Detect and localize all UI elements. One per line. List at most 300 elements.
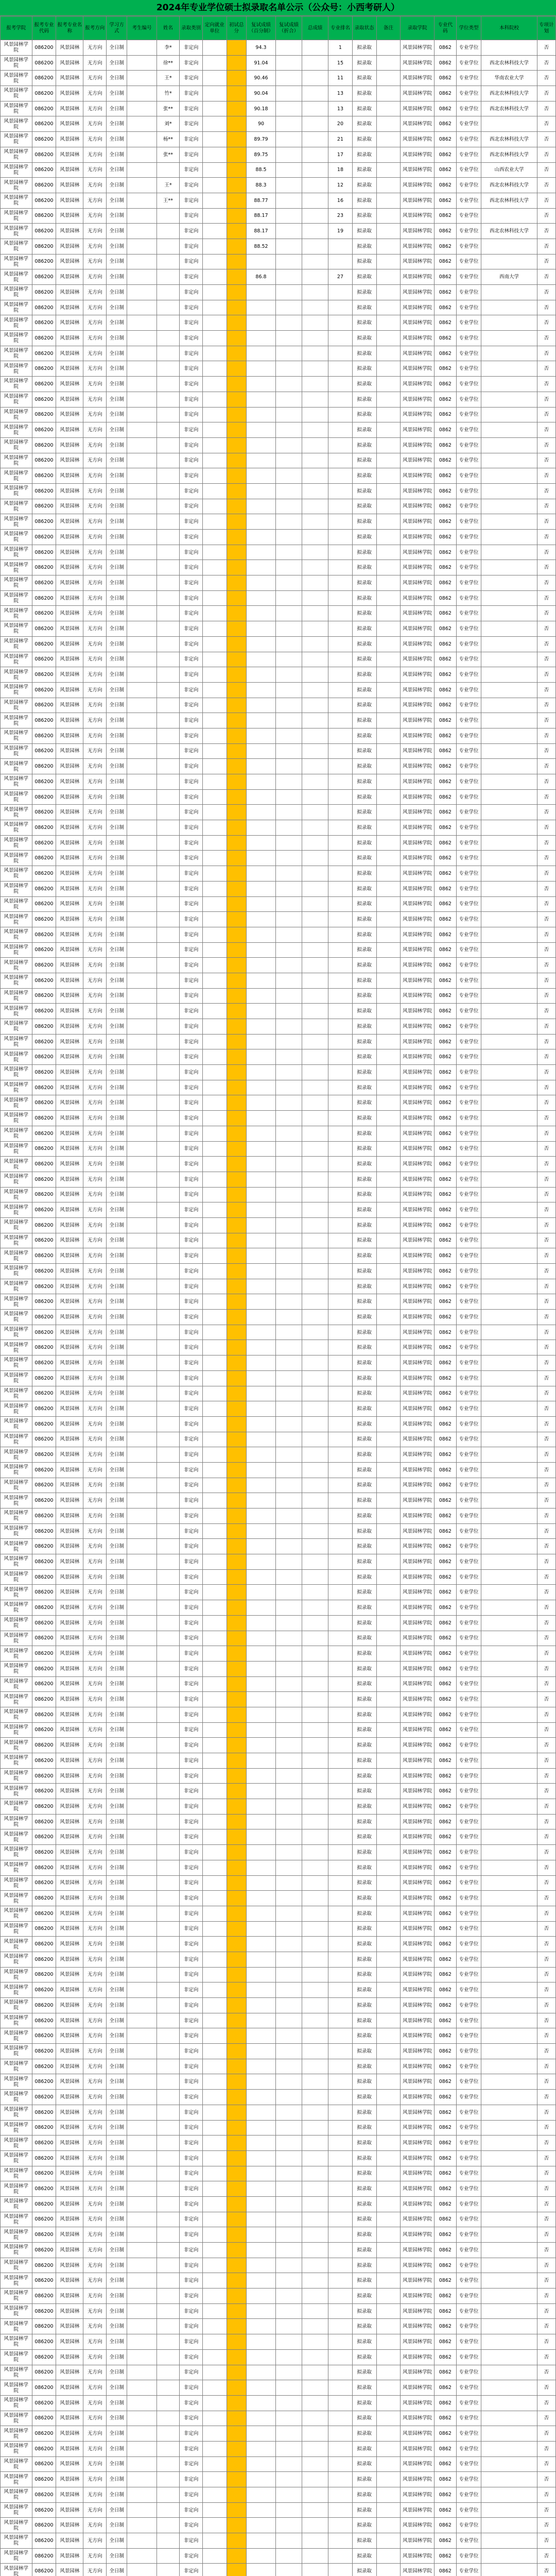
table-cell: 风景园林学院 [1,2518,32,2533]
table-row [1,2349,556,2365]
table-cell: 拟录取 [352,1891,376,1906]
table-cell: 风景园林学院 [1,514,32,530]
table-cell: 0862 [435,1325,456,1340]
table-cell: 非定向 [180,346,203,361]
table-cell [481,2395,537,2411]
table-cell [202,1217,227,1233]
table-cell: 风景园林学院 [1,1217,32,1233]
table-cell [246,835,275,851]
table-cell: 风景园林学院 [1,1065,32,1080]
table-cell [227,224,246,239]
table-cell [127,1952,157,1967]
table-cell: 无方向 [83,55,107,71]
table-cell [157,1126,180,1141]
table-row [1,1157,556,1172]
table-cell: 否 [537,2487,555,2503]
table-cell [246,2502,275,2518]
table-cell: 0862 [435,2166,456,2181]
table-cell [302,1202,328,1218]
table-cell [328,1554,353,1570]
table-cell [328,590,353,606]
table-cell: 全日制 [107,377,127,392]
table-cell [246,774,275,790]
table-cell: 拟录取 [352,927,376,942]
table-cell [157,1386,180,1401]
table-cell: 0862 [435,1141,456,1157]
table-cell: 全日制 [107,896,127,912]
table-cell [127,1111,157,1126]
table-cell [227,1034,246,1049]
table-cell: 风景园林学院 [401,866,435,882]
table-cell [481,1493,537,1509]
table-cell [276,789,302,805]
table-cell: 风景园林 [56,514,83,530]
table-cell [127,178,157,193]
table-cell [157,2212,180,2227]
table-cell: 0862 [435,315,456,331]
table-cell: 086200 [32,2181,56,2197]
table-cell: 拟录取 [352,1600,376,1616]
table-cell: 风景园林学院 [401,2502,435,2518]
table-cell: 否 [537,789,555,805]
table-cell: 拟录取 [352,2518,376,2533]
table-cell [328,881,353,896]
table-cell: 无方向 [83,1111,107,1126]
table-cell: 0862 [435,55,456,71]
table-cell [246,1615,275,1631]
table-cell: 无方向 [83,101,107,116]
table-cell: 全日制 [107,1722,127,1738]
table-cell [227,147,246,162]
table-cell: 非定向 [180,1921,203,1937]
table-cell: 专业学位 [456,1829,481,1845]
table-cell: 非定向 [180,1967,203,1982]
table-cell [246,805,275,820]
table-cell [202,71,227,86]
table-cell: 风景园林 [56,1294,83,1310]
table-cell [376,2105,401,2120]
table-cell: 风景园林学院 [401,2533,435,2549]
table-cell: 专业学位 [456,101,481,116]
table-cell: 0862 [435,1937,456,1952]
table-cell: 拟录取 [352,1753,376,1769]
table-cell: 刘* [157,116,180,132]
table-cell: 风景园林学院 [401,636,435,652]
table-cell [328,743,353,759]
table-cell: 086200 [32,346,56,361]
table-cell [202,1814,227,1829]
table-cell [481,2319,537,2334]
table-cell [302,942,328,958]
table-cell [127,1692,157,1707]
table-cell: 风景园林学院 [401,1049,435,1065]
table-row [1,1355,556,1371]
table-cell: 全日制 [107,958,127,973]
table-cell: 风景园林学院 [1,1294,32,1310]
table-cell: 风景园林学院 [401,927,435,942]
table-cell: 拟录取 [352,208,376,224]
table-cell: 086200 [32,835,56,851]
table-cell: 风景园林学院 [401,1370,435,1386]
table-cell: 风景园林 [56,2548,83,2564]
table-cell [376,254,401,269]
table-cell [276,377,302,392]
table-cell: 无方向 [83,2395,107,2411]
table-cell [376,1493,401,1509]
table-cell [202,2411,227,2426]
table-row [1,713,556,728]
table-cell: 0862 [435,1264,456,1279]
table-cell: 0862 [435,1019,456,1035]
table-cell: 专业学位 [456,2243,481,2258]
table-cell: 拟录取 [352,2395,376,2411]
table-cell: 无方向 [83,2212,107,2227]
table-row [1,178,556,193]
table-cell [227,682,246,698]
table-cell: 风景园林学院 [401,2059,435,2074]
table-cell [127,300,157,315]
table-cell: 非定向 [180,1279,203,1294]
table-cell: 086200 [32,377,56,392]
table-cell: 专业学位 [456,927,481,942]
table-cell: 086200 [32,2196,56,2212]
table-cell [376,713,401,728]
table-cell: 0862 [435,682,456,698]
table-cell [328,254,353,269]
table-cell: 专业学位 [456,2502,481,2518]
table-cell: 0862 [435,2181,456,2197]
table-cell: 风景园林 [56,698,83,713]
table-cell [246,1233,275,1248]
table-row [1,988,556,1004]
table-cell: 086200 [32,1462,56,1478]
table-cell: 风景园林学院 [1,483,32,499]
table-cell: 否 [537,2472,555,2487]
table-cell: 无方向 [83,1799,107,1815]
table-cell [127,2273,157,2289]
table-cell: 拟录取 [352,1386,376,1401]
table-cell [202,1585,227,1600]
table-row [1,2441,556,2456]
table-cell [302,2289,328,2304]
table-cell: 全日制 [107,1034,127,1049]
table-cell: 否 [537,2548,555,2564]
table-cell [481,1401,537,1417]
table-cell: 拟录取 [352,2090,376,2105]
table-cell: 非定向 [180,2273,203,2289]
table-cell [328,1386,353,1401]
table-cell: 0862 [435,2289,456,2304]
table-row [1,2074,556,2090]
table-cell: 086200 [32,269,56,285]
table-cell: 全日制 [107,1891,127,1906]
table-cell [481,743,537,759]
table-cell [227,1523,246,1539]
table-cell: 全日制 [107,1493,127,1509]
table-cell: 风景园林学院 [1,1753,32,1769]
table-cell [227,1676,246,1692]
table-cell: 086200 [32,1860,56,1875]
table-cell [127,2548,157,2564]
table-cell [376,1585,401,1600]
table-cell: 无方向 [83,2074,107,2090]
table-cell: 0862 [435,1523,456,1539]
table-cell [302,667,328,683]
table-cell [246,499,275,514]
table-cell [376,2243,401,2258]
table-cell: 无方向 [83,407,107,422]
table-cell [276,958,302,973]
column-header: 总成绩 [302,16,328,40]
table-cell [481,2349,537,2365]
table-cell: 否 [537,1172,555,1187]
table-cell: 086200 [32,575,56,591]
table-cell [202,2502,227,2518]
table-cell [227,606,246,621]
table-cell [157,1967,180,1982]
table-cell [328,1233,353,1248]
table-cell: 专业学位 [456,1921,481,1937]
table-cell [227,178,246,193]
table-cell: 否 [537,2028,555,2044]
table-cell: 非定向 [180,1141,203,1157]
table-cell: 风景园林学院 [401,1952,435,1967]
table-cell [481,1111,537,1126]
table-cell [227,392,246,407]
table-cell: 否 [537,1294,555,1310]
table-cell: 风景园林学院 [1,1248,32,1264]
table-cell: 非定向 [180,590,203,606]
table-cell: 风景园林学院 [401,2518,435,2533]
table-cell [328,530,353,545]
table-cell [127,116,157,132]
table-cell [328,2136,353,2151]
table-cell [376,193,401,208]
table-cell [276,1172,302,1187]
table-cell: 拟录取 [352,1202,376,1218]
table-row [1,1202,556,1218]
table-cell: 风景园林 [56,1447,83,1463]
table-cell: 风景园林学院 [1,1845,32,1860]
table-cell: 风景园林 [56,422,83,438]
table-cell: 否 [537,2365,555,2380]
table-row [1,2334,556,2350]
table-cell [276,1432,302,1447]
table-cell: 西北农林科技大学 [481,86,537,101]
table-cell: 风景园林 [56,2181,83,2197]
table-cell: 否 [537,590,555,606]
table-cell [481,239,537,254]
table-cell: 拟录取 [352,820,376,836]
table-cell: 无方向 [83,346,107,361]
table-cell [276,912,302,927]
table-cell: 风景园林 [56,820,83,836]
table-cell: 风景园林 [56,667,83,683]
table-cell: 全日制 [107,392,127,407]
table-cell: 专业学位 [456,147,481,162]
table-cell: 086200 [32,789,56,805]
table-cell [127,1049,157,1065]
table-cell: 风景园林学院 [1,1600,32,1616]
table-cell [328,682,353,698]
table-cell [276,866,302,882]
table-cell: 风景园林学院 [1,346,32,361]
table-cell [481,560,537,575]
table-cell [481,483,537,499]
table-cell: 拟录取 [352,1523,376,1539]
table-cell [202,1493,227,1509]
table-cell: 风景园林学院 [401,1860,435,1875]
table-cell [481,300,537,315]
table-cell: 086200 [32,606,56,621]
table-cell [157,499,180,514]
table-cell [127,499,157,514]
table-cell: 风景园林学院 [401,1937,435,1952]
table-cell: 否 [537,132,555,147]
table-cell: 86.8 [246,269,275,285]
table-cell [302,1631,328,1646]
table-cell [157,239,180,254]
table-cell: 拟录取 [352,759,376,774]
table-cell [328,1462,353,1478]
table-cell: 0862 [435,1952,456,1967]
table-cell [127,71,157,86]
table-cell: 否 [537,1753,555,1769]
table-cell: 风景园林学院 [401,2319,435,2334]
table-cell [246,1738,275,1753]
table-cell [276,698,302,713]
table-cell: 拟录取 [352,55,376,71]
table-cell: 拟录取 [352,1768,376,1784]
table-row [1,2319,556,2334]
column-header: 录取学院 [401,16,435,40]
table-cell: 专业学位 [456,392,481,407]
table-cell: 拟录取 [352,1814,376,1829]
table-cell [127,2334,157,2350]
table-cell: 专业学位 [456,178,481,193]
table-cell: 非定向 [180,1233,203,1248]
table-cell: 无方向 [83,1141,107,1157]
table-cell [302,545,328,560]
table-cell: 0862 [435,1998,456,2013]
table-cell [328,1661,353,1676]
table-cell: 全日制 [107,2472,127,2487]
table-cell [157,1248,180,1264]
table-cell [302,1248,328,1264]
table-cell: 风景园林 [56,2227,83,2243]
table-cell [202,2487,227,2503]
table-cell: 风景园林学院 [401,2090,435,2105]
table-cell: 风景园林学院 [1,575,32,591]
table-cell: 全日制 [107,1692,127,1707]
table-cell [376,2380,401,2396]
table-cell: 李* [157,40,180,56]
table-cell [276,331,302,346]
table-cell [328,2395,353,2411]
table-cell: 非定向 [180,1325,203,1340]
table-cell: 否 [537,377,555,392]
table-cell [227,774,246,790]
table-cell [157,346,180,361]
table-cell: 否 [537,1034,555,1049]
table-cell: 否 [537,1937,555,1952]
table-cell: 否 [537,545,555,560]
table-cell [127,1310,157,1325]
table-cell [227,820,246,836]
table-cell: 非定向 [180,2090,203,2105]
table-cell [328,1416,353,1432]
table-cell: 风景园林学院 [401,2426,435,2442]
table-cell: 专业学位 [456,1248,481,1264]
table-cell [376,1248,401,1264]
table-cell: 风景园林学院 [1,468,32,484]
table-cell [127,2365,157,2380]
table-cell: 拟录取 [352,2319,376,2334]
table-cell [328,1065,353,1080]
table-cell [157,1080,180,1095]
table-cell: 非定向 [180,988,203,1004]
table-cell [328,1111,353,1126]
table-cell: 0862 [435,1478,456,1493]
table-cell: 无方向 [83,652,107,667]
table-cell [127,851,157,866]
table-cell: 风景园林学院 [401,1065,435,1080]
table-cell [157,1707,180,1722]
table-cell: 全日制 [107,575,127,591]
table-cell: 风景园林学院 [401,1217,435,1233]
table-cell: 风景园林学院 [401,1401,435,1417]
table-row [1,774,556,790]
table-cell [157,1310,180,1325]
table-cell: 专业学位 [456,1294,481,1310]
table-cell: 拟录取 [352,2212,376,2227]
table-cell [328,866,353,882]
table-cell [127,1340,157,1355]
table-row [1,1891,556,1906]
table-cell: 风景园林学院 [1,988,32,1004]
table-cell [481,1141,537,1157]
table-cell: 风景园林学院 [1,239,32,254]
table-row [1,1401,556,1417]
table-cell: 全日制 [107,346,127,361]
table-cell: 15 [328,55,353,71]
table-cell [127,40,157,56]
table-cell [157,667,180,683]
table-cell: 专业学位 [456,1049,481,1065]
table-cell [202,820,227,836]
table-cell: 风景园林学院 [401,2196,435,2212]
table-cell [376,1982,401,1998]
table-cell: 专业学位 [456,1401,481,1417]
table-cell [157,2411,180,2426]
table-cell: 无方向 [83,224,107,239]
table-cell: 无方向 [83,606,107,621]
table-cell: 专业学位 [456,1416,481,1432]
table-cell: 风景园林学院 [401,1753,435,1769]
table-cell: 0862 [435,453,456,468]
table-cell: 非定向 [180,1034,203,1049]
table-cell [276,560,302,575]
table-cell: 拟录取 [352,315,376,331]
table-cell [481,285,537,300]
table-cell [276,636,302,652]
column-header: 姓名 [157,16,180,40]
table-cell: 086200 [32,1707,56,1722]
table-cell [276,1585,302,1600]
table-cell [157,1799,180,1815]
table-cell: 风景园林学院 [401,1294,435,1310]
table-cell: 无方向 [83,1340,107,1355]
